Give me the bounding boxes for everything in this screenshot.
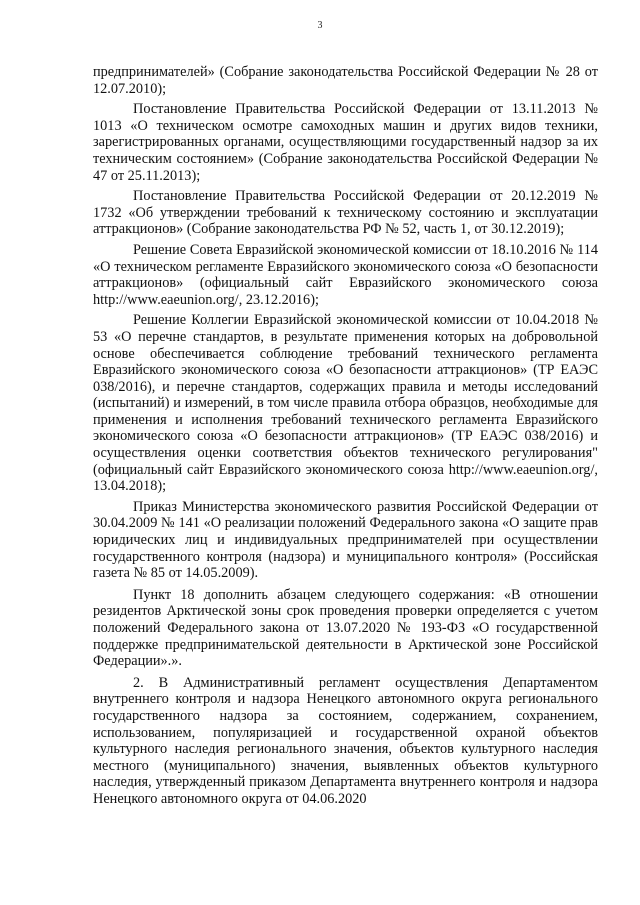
paragraph-eec-decision-53: Решение Коллегии Евразийской экономической комиссии от 10.04.2018 № 53 «О перечне стандартов, в результате применения которых на добровольной основе обеспечивается соблюдение требований технического регламента Евразийского экономического союза «О безопасности аттракционов» (ТР ЕАЭС 038/2016), и перечне стандартов, содержащих правила и методы исследований (испытаний) и измерений, в том числе правила отбора образцов, необходимые для применения и исполнения требований технического регламента Евразийского экономического союза «О безопасности аттракционов» (ТР ЕАЭС 038/2016) и осуществления оценки соответствия объектов технического регулирования" (официальный сайт Евразийского экономического союза http://www.eaeunion.org/, 13.04.2018);: [93, 312, 598, 495]
page-number: 3: [317, 20, 323, 31]
document-body: [93, 64, 598, 813]
paragraph-continuation: предпринимателей» (Собрание законодательства Российской Федерации № 28 от 12.07.2010);: [93, 64, 598, 97]
paragraph-decree-1732: Постановление Правительства Российской Федерации от 20.12.2019 № 1732 «Об утверждении требований к техническому состоянию и эксплуатации аттракционов» (Собрание законодательства РФ № 52, часть 1, от 30.12.2019);: [93, 188, 598, 238]
paragraph-eec-decision-114: Решение Совета Евразийской экономической комиссии от 18.10.2016 № 114 «О техническом регламенте Евразийского экономического союза «О безопасности аттракционов» (официальный сайт Евразийского экономического союза http://www.eaeunion.org/, 23.12.2016);: [93, 241, 598, 308]
paragraph-section-2: 2. В Административный регламент осуществления Департаментом внутреннего контроля и надзора Ненецкого автономного округа регионального государственного надзора за состоянием, содержанием, сохранением, использованием, популяризацией и государственной охраной объектов культурного наследия регионального значения, объектов культурного наследия местного (муниципального) значения, выявленных объектов культурного наследия, утвержденный приказом Департамента внутреннего контроля и надзора Ненецкого автономного округа от 04.06.2020: [93, 674, 598, 807]
paragraph-order-141: Приказ Министерства экономического развития Российской Федерации от 30.04.2009 № 141 «О реализации положений Федерального закона «О защите прав юридических лиц и индивидуальных предпринимателей при осуществлении государственного контроля (надзора) и муниципального контроля» (Российская газета № 85 от 14.05.2009).: [93, 498, 598, 582]
paragraph-point-18: Пункт 18 дополнить абзацем следующего содержания: «В отношении резидентов Арктической зоны срок проведения проверки определяется с учетом положений Федерального закона от 13.07.2020 № 193-ФЗ «О государственной поддержке предпринимательской деятельности в Арктической зоне Российской Федерации».».: [93, 586, 598, 670]
paragraph-decree-1013: Постановление Правительства Российской Федерации от 13.11.2013 № 1013 «О техническом осмотре самоходных машин и других видов техники, зарегистрированных органами, осуществляющими государственный надзор за их техническим состоянием» (Собрание законодательства Российской Федерации № 47 от 25.11.2013);: [93, 101, 598, 184]
